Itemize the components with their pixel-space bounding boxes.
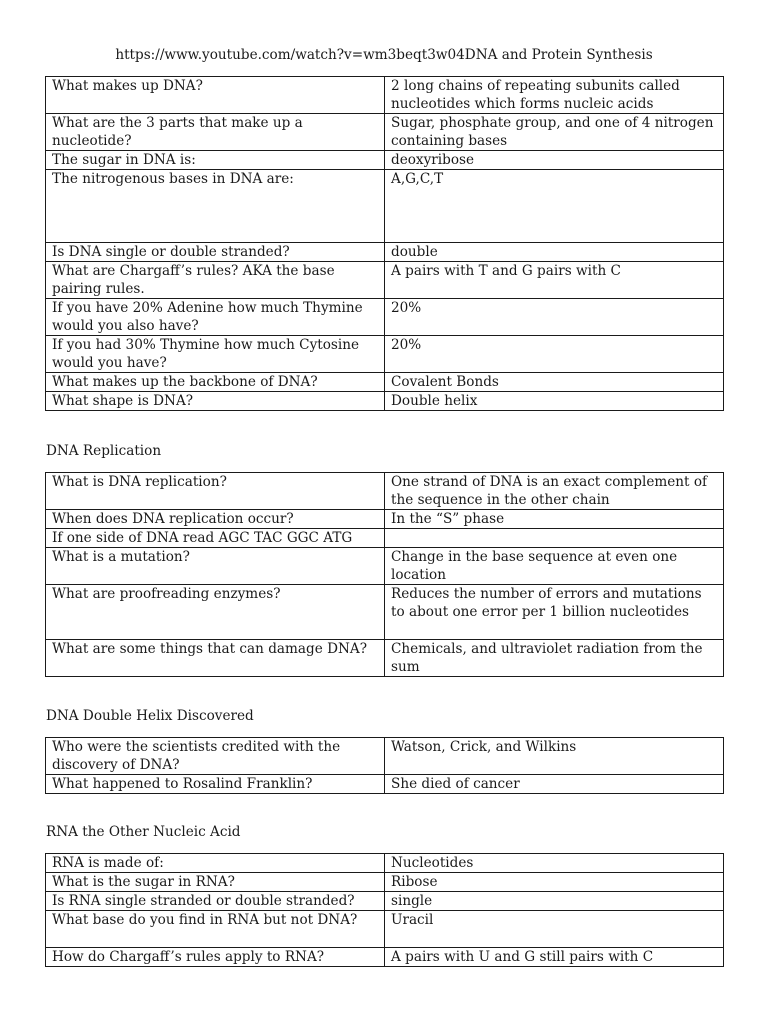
table-row <box>46 640 724 677</box>
question-cell: Is DNA single or double stranded? <box>46 243 385 262</box>
table-row <box>46 738 724 775</box>
question-cell: How do Chargaff’s rules apply to RNA? <box>46 948 385 967</box>
table-row <box>46 262 724 299</box>
double-helix-table <box>45 737 724 794</box>
question-cell: What is a mutation? <box>46 548 385 585</box>
table-row <box>46 243 724 262</box>
question-cell: What are some things that can damage DNA? <box>46 640 385 677</box>
table-row <box>46 775 724 794</box>
question-cell: What happened to Rosalind Franklin? <box>46 775 385 794</box>
answer-cell: She died of cancer <box>385 775 724 794</box>
table-row <box>46 77 724 114</box>
answer-cell: Watson, Crick, and Wilkins <box>385 738 724 775</box>
answer-cell: Double helix <box>385 392 724 411</box>
table-row <box>46 854 724 873</box>
table-row <box>46 151 724 170</box>
dna-replication-table <box>45 472 724 677</box>
answer-cell: 20% <box>385 336 724 373</box>
answer-cell: Ribose <box>385 873 724 892</box>
table-row <box>46 873 724 892</box>
answer-cell: 2 long chains of repeating subunits called nucleotides which forms nucleic acids <box>385 77 724 114</box>
answer-cell: Uracil <box>385 911 724 948</box>
table-row <box>46 473 724 510</box>
answer-cell: 20% <box>385 299 724 336</box>
answer-cell: A pairs with T and G pairs with C <box>385 262 724 299</box>
question-cell: The sugar in DNA is: <box>46 151 385 170</box>
table-row <box>46 892 724 911</box>
question-cell: What is the sugar in RNA? <box>46 873 385 892</box>
answer-cell: One strand of DNA is an exact complement of the sequence in the other chain <box>385 473 724 510</box>
answer-cell: single <box>385 892 724 911</box>
dna-basics-table <box>45 76 724 411</box>
question-cell: What base do you find in RNA but not DNA? <box>46 911 385 948</box>
table-row <box>46 392 724 411</box>
question-cell: If one side of DNA read AGC TAC GGC ATG <box>46 529 385 548</box>
answer-cell: In the “S” phase <box>385 510 724 529</box>
answer-cell: Nucleotides <box>385 854 724 873</box>
answer-cell: Covalent Bonds <box>385 373 724 392</box>
page-header: https://www.youtube.com/watch?v=wm3beqt3w04DNA and Protein Synthesis <box>115 47 653 63</box>
question-cell: What is DNA replication? <box>46 473 385 510</box>
answer-cell: Reduces the number of errors and mutations to about one error per 1 billion nucleotides <box>385 585 724 640</box>
rna-table <box>45 853 724 967</box>
question-cell: What makes up DNA? <box>46 77 385 114</box>
question-cell: What are proofreading enzymes? <box>46 585 385 640</box>
question-cell: If you had 30% Thymine how much Cytosine would you have? <box>46 336 385 373</box>
question-cell: Who were the scientists credited with the discovery of DNA? <box>46 738 385 775</box>
question-cell: The nitrogenous bases in DNA are: <box>46 170 385 243</box>
answer-cell: Chemicals, and ultraviolet radiation from the sum <box>385 640 724 677</box>
table-row <box>46 114 724 151</box>
table-row <box>46 170 724 243</box>
table-row <box>46 510 724 529</box>
question-cell: If you have 20% Adenine how much Thymine would you also have? <box>46 299 385 336</box>
table-row <box>46 585 724 640</box>
question-cell: Is RNA single stranded or double stranded? <box>46 892 385 911</box>
table-row <box>46 529 724 548</box>
answer-cell: A pairs with U and G still pairs with C <box>385 948 724 967</box>
question-cell: When does DNA replication occur? <box>46 510 385 529</box>
section-title-double-helix: DNA Double Helix Discovered <box>46 708 254 724</box>
section-title-rna: RNA the Other Nucleic Acid <box>46 824 241 840</box>
table-row <box>46 911 724 948</box>
question-cell: What shape is DNA? <box>46 392 385 411</box>
table-row <box>46 373 724 392</box>
table-row <box>46 948 724 967</box>
table-row <box>46 299 724 336</box>
section-title-dna-replication: DNA Replication <box>46 443 162 459</box>
question-cell: What are Chargaff’s rules? AKA the base pairing rules. <box>46 262 385 299</box>
answer-cell: A,G,C,T <box>385 170 724 243</box>
question-cell: What makes up the backbone of DNA? <box>46 373 385 392</box>
question-cell: RNA is made of: <box>46 854 385 873</box>
answer-cell: Sugar, phosphate group, and one of 4 nitrogen containing bases <box>385 114 724 151</box>
answer-cell <box>385 529 724 548</box>
table-row <box>46 336 724 373</box>
answer-cell: Change in the base sequence at even one location <box>385 548 724 585</box>
table-row <box>46 548 724 585</box>
answer-cell: deoxyribose <box>385 151 724 170</box>
answer-cell: double <box>385 243 724 262</box>
question-cell: What are the 3 parts that make up a nucleotide? <box>46 114 385 151</box>
